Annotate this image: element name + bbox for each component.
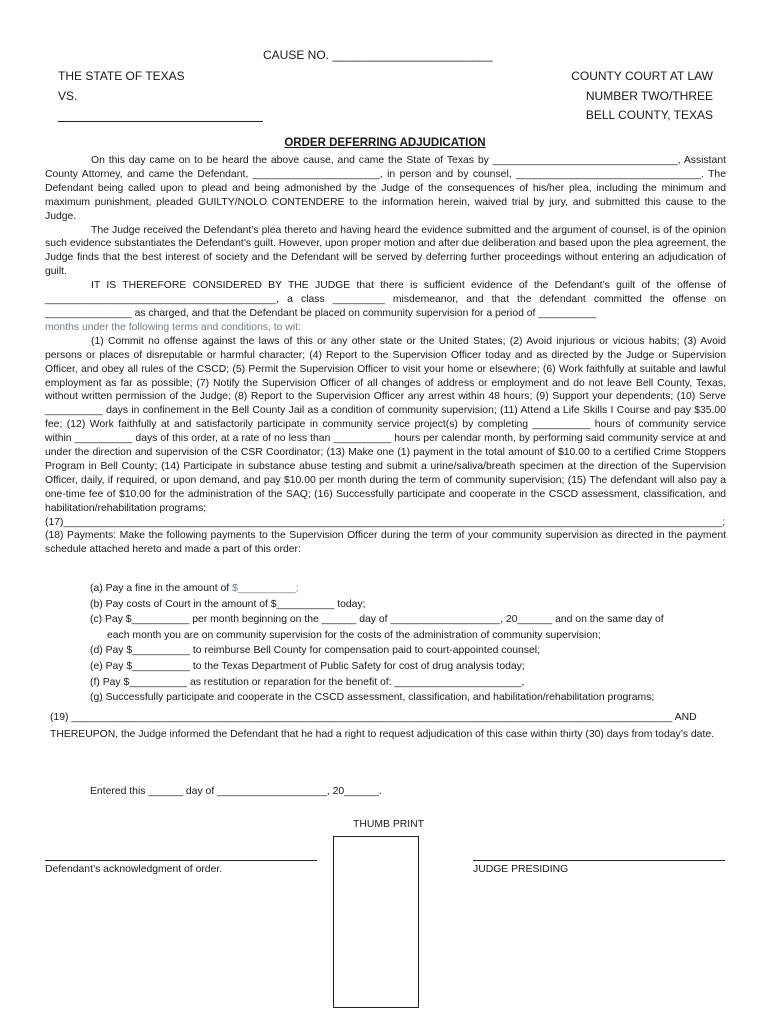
payment-item-c-continued: each month you are on community supervision for the costs of the administration of community supervision;	[107, 629, 601, 641]
defendant-name-line	[58, 121, 263, 122]
thumb-print-label: THUMB PRINT	[353, 819, 424, 830]
document-title: ORDER DEFERRING ADJUDICATION	[284, 137, 486, 149]
payment-item-g: (g) Successfully participate and cooperate in the CSCD assessment, classification, and habilitation/rehabilitation programs;	[90, 692, 655, 704]
payments-paragraph: (18) Payments: Make the following payments to the Supervision Officer during the term of your community supervision as directed in the payment schedule attached hereto and made a part of this order:	[45, 530, 726, 556]
court-name-line1: COUNTY COURT AT LAW	[571, 69, 713, 83]
cause-number: CAUSE NO. ________________________	[263, 48, 493, 62]
payment-item-e: (e) Pay $__________ to the Texas Department of Public Safety for cost of drug analysis today;	[90, 660, 525, 672]
therefore-paragraph: IT IS THEREFORE CONSIDERED BY THE JUDGE that there is sufficient evidence of the Defendant’s guilt of the offense of ________________________________________, a class _________ misdemeanor, and that the defendant committed the offense on _______________ as charged, and that the Defendant be placed on community supervision for a period of __________	[45, 280, 726, 319]
state-of-texas: THE STATE OF TEXAS	[58, 69, 185, 83]
payment-item-d: (d) Pay $__________ to reimburse Bell County for compensation paid to court-appointed counsel;	[90, 645, 540, 657]
entered-date-line: Entered this ______ day of ___________________, 20______.	[90, 786, 382, 797]
condition-17-line: (17)__________________________________________________________________________________________________________________;	[45, 516, 726, 528]
payment-item-c: (c) Pay $__________ per month beginning on the ______ day of ___________________, 20______ and on the same day of	[90, 614, 664, 626]
intro-paragraph: On this day came on to be heard the above cause, and came the State of Texas by ________________________________, Assistant County Attorney, and came the Defendant, ______________________, in person and by counsel, ________________________________. The Defendant being called upon to plead and being admonished by the Judge of the consequences of his/her plea, including the minimum and maximum punishment, pleaded GUILTY/NOLO CONTENDERE to the information herein, waived trial by jury, and submitted this cause to the Judge.	[45, 155, 726, 222]
versus-label: VS.	[58, 89, 78, 103]
thereupon-paragraph: THEREUPON, the Judge informed the Defendant that he had a right to request adjudication of this case within thirty (30) days from today’s date.	[50, 729, 715, 740]
court-name-line2: NUMBER TWO/THREE	[585, 89, 713, 103]
defendant-acknowledgment-label: Defendant’s acknowledgment of order.	[45, 864, 223, 875]
payment-item-f: (f) Pay $__________ as restitution or reparation for the benefit of: ______________________,	[90, 676, 525, 688]
conditions-paragraph: (1) Commit no offense against the laws of this or any other state or the United States; (2) Avoid injurious or vicious habits; (3) Avoid persons or places of disreputable or harmful character; (4) Report to the Supervision Officer today and as directed by the Judge or Supervision Officer, and obey all rules of the CSCD; (5) Permit the Supervision Officer to visit your home or elsewhere; (6) Work faithfully at suitable and lawful employment as far as possible; (7) Notify the Supervision Officer of all changes of address or employment and do not leave Bell County, Texas, without written permission of the Judge; (8) Report to the Supervision Officer any arrest within 48 hours; (9) Support your dependents; (10) Serve __________ days in confinement in the Bell County Jail as a condition of community supervision; (11) Attend a Life Skills I Course and pay $35.00 fee; (12) Work faithfully at and satisfactorily participate in community service project(s) by completing __________ hours of community service within __________ days of this order, at a rate of no less than __________ hours per calendar month, by performing said community service at and under the direction and supervision of the CSR Coordinator; (13) Make one (1) payment in the total amount of $10.00 to a certified Crime Stoppers Program in Bell County; (14) Participate in substance abuse testing and submit a urine/saliva/breath specimen at the direction of the Supervision Officer, daily, if required, or upon demand, and pay $10.00 per month during the term of community supervision; (15) The defendant will also pay a one-time fee of $10.00 for the administration of the SAQ; (16) Successfully participate and cooperate in the CSCD assessment, classification, and habilitation/rehabilitation programs;	[45, 335, 726, 514]
court-county: BELL COUNTY, TEXAS	[585, 108, 713, 122]
order-body	[45, 154, 726, 557]
payment-item-a: (a) Pay a fine in the amount of $__________;	[90, 583, 299, 594]
judge-received-paragraph: The Judge received the Defendant’s plea thereto and having heard the evidence submitted and the argument of counsel, is of the opinion such evidence substantiates the Defendant’s guilt. However, upon proper motion and after due deliberation and based upon the plea agreement, the Judge finds that the best interest of society and the Defendant will be served by deferring further proceedings without entering an adjudication of guilt.	[45, 224, 726, 278]
thumb-print-box	[333, 836, 419, 1008]
payment-item-b: (b) Pay costs of Court in the amount of $__________ today;	[90, 598, 366, 610]
judge-presiding-label: JUDGE PRESIDING	[473, 864, 569, 875]
months-terms-line: months under the following terms and conditions, to wit:	[45, 321, 301, 333]
defendant-signature-line	[45, 860, 317, 861]
payments-list	[90, 581, 664, 706]
condition-19-line: (19) ________________________________________________________________________________________________________ AND	[50, 712, 697, 723]
judge-signature-line	[473, 860, 725, 861]
